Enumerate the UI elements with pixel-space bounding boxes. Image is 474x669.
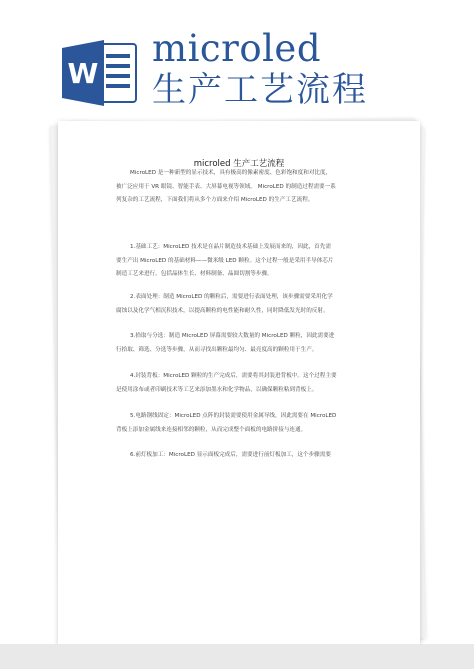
paragraph-line: 行拾取、筛选、分选等步骤，从而寻找出颗粒最均匀、最亮度高的颗粒用于生产。 — [116, 346, 318, 353]
banner-title-line2: 生产工艺流程 — [152, 70, 368, 110]
paragraph-line: 背板上添加金属线来连接相邻的颗粒，从而完成整个面板的电路拼接与连通。 — [116, 426, 307, 433]
paragraph-step-5 — [116, 410, 374, 437]
footer-band — [0, 644, 474, 669]
paragraph-line: MicroLED 是一种新型的显示技术，具有极高的像素密度、色彩饱和度和对比度， — [130, 170, 332, 176]
paragraph-line: 列复杂的工艺流程，下面我们将从多个方面来介绍 MicroLED 的生产工艺流程。 — [116, 197, 314, 204]
paragraph-line: 被广泛应用于 VR 眼镜、智能手表、大屏幕电视等领域。 MicroLED 的制造过程需要一系 — [116, 183, 336, 190]
paragraph-line: 4.封装背板：MicroLED 颗粒的生产完成后，需要将其封装进背板中。这个过程主要 — [130, 373, 337, 379]
document-page — [58, 121, 420, 649]
paragraph-line: 腐蚀以及化学气相沉积技术，以提高颗粒的电性能和耐久性，同时降低发光时的反射。 — [116, 307, 329, 314]
document-title: microled 生产工艺流程 — [193, 159, 285, 169]
word-icon — [62, 40, 138, 106]
banner-title — [152, 27, 368, 110]
banner — [0, 0, 474, 118]
paragraph-step-2 — [116, 291, 374, 318]
paragraph-line: 6.前灯板加工：MicroLED 显示面板完成后，需要进行前灯板加工，这个步骤需要 — [130, 452, 331, 458]
paragraph-line: 制造工艺来进行，包括晶体生长、材料制备、晶圆切割等步骤。 — [116, 271, 273, 278]
paragraph-line: 1.基础工艺：MicroLED 技术是在晶片制造技术基础上发展而来的，因此，首先需 — [130, 244, 331, 250]
svg-text:W: W — [67, 57, 99, 90]
banner-title-line1: microled — [152, 27, 322, 70]
paragraph-line: 2.表面处理：制造 MicroLED 的颗粒后，需要进行表面处理，该步骤需要采用化学 — [130, 294, 333, 300]
paragraph-intro — [116, 167, 374, 208]
paragraph-line: 是使用涂布或者印刷技术等工艺来添加墨水和化学物品，以确保颗粒粘到背板上。 — [116, 386, 318, 393]
paragraph-step-6 — [116, 449, 374, 463]
paragraph-line: 要生产出 MicroLED 的基础材料——微米级 LED 颗粒。这个过程一般是采用半导体芯片 — [116, 257, 334, 264]
paragraph-line: 5.电路钢线固定：MicroLED 点阵的封装需要使用金属导线，因此需要在 MicroLED — [130, 413, 337, 419]
paragraph-step-1 — [116, 241, 374, 282]
paragraph-step-3 — [116, 330, 374, 357]
paragraph-step-4 — [116, 370, 374, 397]
paragraph-line: 3.拾取与分选：制造 MicroLED 屏幕需要较大数量的 MicroLED 颗粒，因此需要进 — [130, 333, 335, 339]
